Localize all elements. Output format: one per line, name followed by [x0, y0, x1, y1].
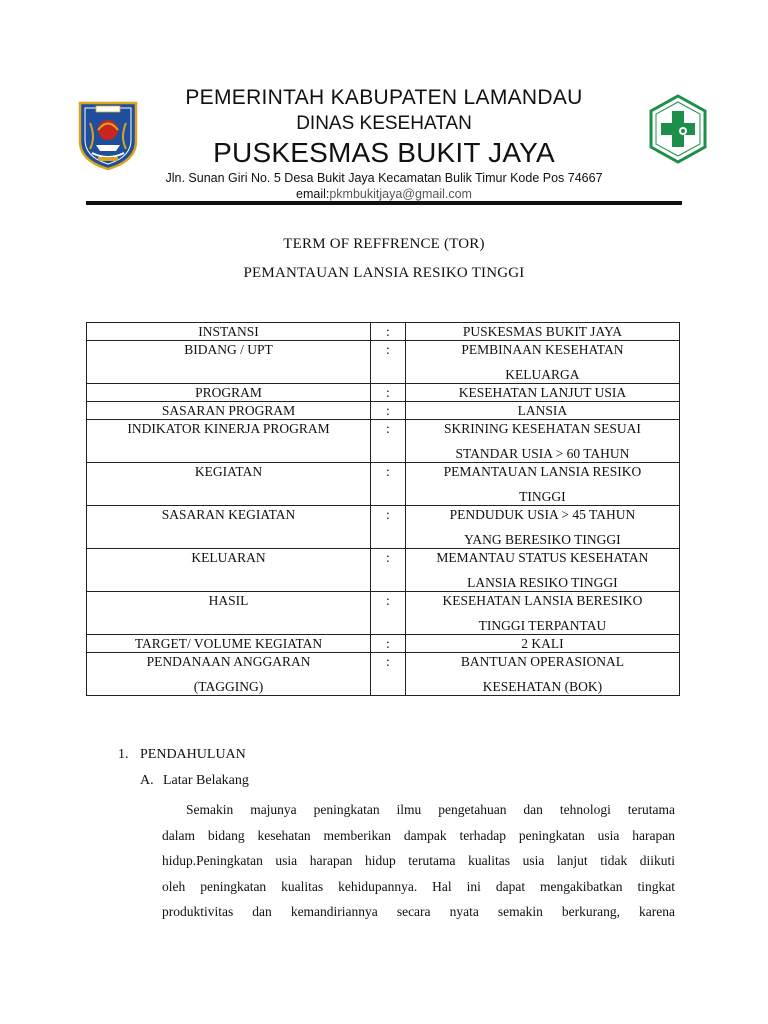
table-row: [87, 592, 680, 635]
table-cell-value-text: PENDUDUK USIA > 45 TAHUN: [449, 507, 636, 522]
table-cell-value-text: KESEHATAN (BOK): [482, 679, 603, 694]
letterhead-government: PEMERINTAH KABUPATEN LAMANDAU: [185, 86, 583, 109]
letterhead-divider: [86, 201, 682, 205]
table-cell-separator: :: [371, 653, 406, 696]
table-cell-value-text: BANTUAN OPERASIONAL: [460, 654, 624, 669]
table-cell-value: [405, 402, 679, 420]
document-title: TERM OF REFFRENCE (TOR): [283, 236, 485, 252]
table-cell-label: [87, 323, 371, 341]
table-cell-separator: :: [371, 384, 406, 402]
table-cell-separator: :: [371, 341, 406, 384]
table-cell-value: [405, 463, 679, 506]
table-cell-label: [87, 549, 371, 592]
subsection-heading-latar-belakang: [140, 773, 249, 789]
table-cell-separator: :: [371, 402, 406, 420]
table-cell-separator: :: [371, 506, 406, 549]
table-cell-value-text: KELUARGA: [505, 367, 580, 382]
table-row: [87, 463, 680, 506]
table-row: [87, 653, 680, 696]
table-cell-value: [405, 384, 679, 402]
table-cell-label: [87, 653, 371, 696]
email-label: email:: [296, 187, 330, 201]
table-cell-value-text: TINGGI TERPANTAU: [478, 618, 607, 633]
table-cell-value-text: MEMANTAU STATUS KESEHATAN: [436, 550, 649, 565]
table-row: [87, 402, 680, 420]
document-subtitle: PEMANTAUAN LANSIA RESIKO TINGGI: [243, 265, 525, 281]
background-paragraph: [162, 797, 675, 925]
letterhead-puskesmas-name: PUSKESMAS BUKIT JAYA: [213, 137, 555, 168]
table-cell-separator: :: [371, 463, 406, 506]
table-cell-label-text: HASIL: [208, 593, 249, 608]
table-cell-label-text: PENDANAAN ANGGARAN: [146, 654, 311, 669]
subsection-title: Latar Belakang: [163, 773, 249, 788]
table-cell-value-text: LANSIA: [517, 403, 568, 418]
table-cell-value: [405, 323, 679, 341]
table-cell-label-text: INDIKATOR KINERJA PROGRAM: [127, 421, 330, 436]
table-cell-label-text: KEGIATAN: [194, 464, 263, 479]
table-cell-value-text: YANG BERESIKO TINGGI: [464, 532, 621, 547]
table-cell-value: [405, 549, 679, 592]
table-cell-label-text: KELUARAN: [191, 550, 266, 565]
table-cell-label-text: INSTANSI: [198, 324, 259, 339]
table-cell-label-text: TARGET/ VOLUME KEGIATAN: [134, 636, 323, 651]
table-cell-value: [405, 341, 679, 384]
table-row: [87, 323, 680, 341]
table-cell-value-text: KESEHATAN LANJUT USIA: [458, 385, 627, 400]
table-cell-value: [405, 653, 679, 696]
paragraph-line: Semakin majunya peningkatan ilmu pengetahuan dan tehnologi terutama: [186, 802, 675, 817]
paragraph-line: hidup.Peningkatan usia harapan hidup terutama kualitas usia lanjut tidak diikuti: [162, 853, 675, 868]
table-cell-separator: :: [371, 323, 406, 341]
table-cell-value-text: KESEHATAN LANSIA BERESIKO: [442, 593, 643, 608]
table-cell-label: [87, 341, 371, 384]
email-address[interactable]: pkmbukitjaya@gmail.com: [329, 187, 472, 201]
table-row: [87, 549, 680, 592]
table-cell-value: [405, 420, 679, 463]
table-cell-value-text: TINGGI: [519, 489, 566, 504]
table-cell-label: [87, 463, 371, 506]
table-cell-label: [87, 420, 371, 463]
letterhead-email: [100, 187, 668, 201]
section-heading-pendahuluan: [118, 747, 246, 763]
table-cell-separator: :: [371, 592, 406, 635]
table-cell-value-text: 2 KALI: [521, 636, 564, 651]
table-cell-value: [405, 635, 679, 653]
table-row: [87, 420, 680, 463]
table-row: [87, 341, 680, 384]
table-cell-value-text: PEMANTAUAN LANSIA RESIKO: [443, 464, 642, 479]
table-cell-label-text: PROGRAM: [195, 385, 262, 400]
paragraph-line: produktivitas dan kemandiriannya secara nyata semakin berkurang, karena: [162, 904, 675, 919]
paragraph-line: dalam bidang kesehatan memberikan dampak terhadap peningkatan usia harapan: [162, 827, 675, 843]
table-cell-value-text: PUSKESMAS BUKIT JAYA: [462, 324, 622, 339]
table-cell-separator: :: [371, 549, 406, 592]
table-cell-label-text: SASARAN PROGRAM: [161, 403, 296, 418]
table-cell-label: [87, 592, 371, 635]
table-cell-value-text: SKRINING KESEHATAN SESUAI: [443, 421, 641, 436]
table-row: [87, 384, 680, 402]
section-title: PENDAHULUAN: [140, 747, 246, 762]
table-cell-label: [87, 402, 371, 420]
table-cell-label-text: SASARAN KEGIATAN: [161, 507, 296, 522]
table-cell-value: [405, 506, 679, 549]
table-cell-separator: :: [371, 420, 406, 463]
letterhead-address: Jln. Sunan Giri No. 5 Desa Bukit Jaya Kecamatan Bulik Timur Kode Pos 74667: [165, 171, 603, 185]
tor-info-table: [86, 322, 680, 696]
table-row: [87, 506, 680, 549]
table-cell-value-text: STANDAR USIA > 60 TAHUN: [455, 446, 630, 461]
table-cell-label: [87, 635, 371, 653]
section-number: 1.: [118, 747, 129, 762]
table-cell-label-text: (TAGGING): [193, 679, 264, 694]
table-cell-value-text: PEMBINAAN KESEHATAN: [461, 342, 624, 357]
table-cell-label: [87, 384, 371, 402]
table-cell-separator: :: [371, 635, 406, 653]
subsection-letter: A.: [140, 773, 154, 788]
paragraph-line: oleh peningkatan kualitas kehidupannya. Hal ini dapat mengakibatkan tingkat: [162, 878, 675, 894]
table-cell-value-text: LANSIA RESIKO TINGGI: [467, 575, 618, 590]
table-cell-label: [87, 506, 371, 549]
table-row: [87, 635, 680, 653]
table-cell-value: [405, 592, 679, 635]
table-cell-label-text: BIDANG / UPT: [184, 342, 273, 357]
letterhead-department: DINAS KESEHATAN: [296, 113, 472, 134]
